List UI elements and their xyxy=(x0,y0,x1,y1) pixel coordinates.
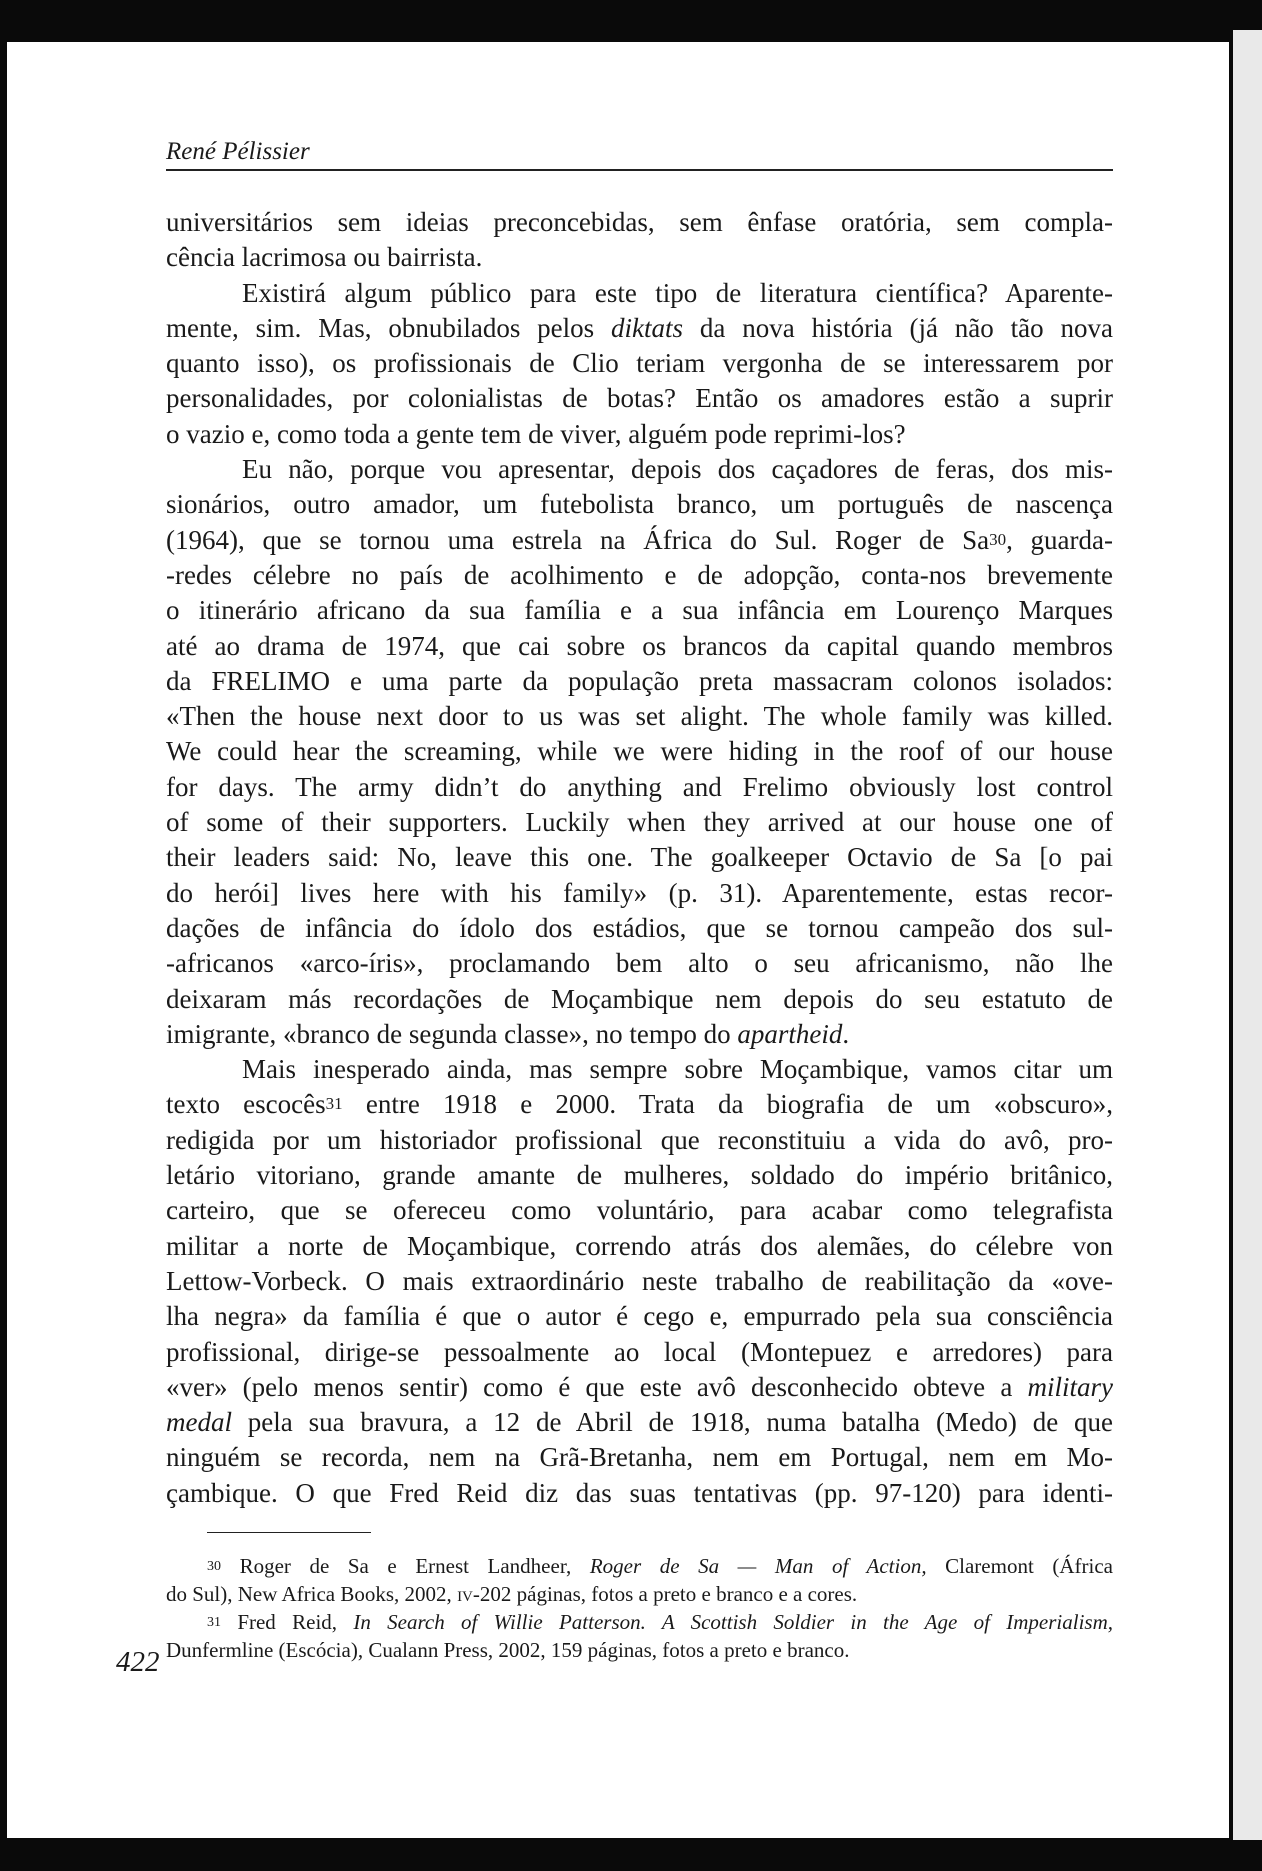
footnote-separator xyxy=(207,1532,371,1533)
text-line: o itinerário africano da sua família e a sua infância em Lourenço Marques xyxy=(166,595,1113,626)
text-line: -africanos «arco-íris», proclamando bem alto o seu africanismo, não lhe xyxy=(166,948,1113,979)
running-header xyxy=(166,138,1113,171)
text-line: dações de infância do ídolo dos estádios, que se tornou campeão dos sul- xyxy=(166,912,1113,943)
running-head-author: René Pélissier xyxy=(166,138,310,165)
text-line: o vazio e, como toda a gente tem de viver, alguém pode reprimi-los? xyxy=(166,418,906,449)
footnote-30-line: $^{30}$ Roger de Sa e Ernest Landheer, Roger de Sa — Man of Action, Claremont (África xyxy=(207,1554,1113,1578)
footnote-31-line: $^{31}$ Fred Reid, In Search of Willie Patterson. A Scottish Soldier in the Age of Imperialism, xyxy=(207,1610,1113,1634)
text-line: ninguém se recorda, nem na Grã-Bretanha, nem em Portugal, nem em Mo- xyxy=(166,1442,1113,1473)
text-line: Lettow-Vorbeck. O mais extraordinário neste trabalho de reabilitação da «ove- xyxy=(166,1265,1113,1296)
text-line: We could hear the screaming, while we were hiding in the roof of our house xyxy=(166,736,1113,767)
text-line: -redes célebre no país de acolhimento e de adopção, conta-nos brevemente xyxy=(166,559,1113,590)
text-line: Mais inesperado ainda, mas sempre sobre Moçambique, vamos citar um xyxy=(242,1054,1113,1085)
text-line: çambique. O que Fred Reid diz das suas tentativas (pp. 97-120) para identi- xyxy=(166,1477,1113,1508)
text-line: da FRELIMO e uma parte da população preta massacram colonos isolados: xyxy=(166,665,1113,696)
italic-term: military xyxy=(1027,1371,1113,1402)
text-line: do herói] lives here with his family» (p. 31). Aparentemente, estas recor- xyxy=(166,877,1113,908)
text-line: imigrante, «branco de segunda classe», no tempo do apartheid. xyxy=(166,1018,850,1049)
text-line: redigida por um historiador profissional que reconstituiu a vida do avô, pro- xyxy=(166,1124,1113,1155)
text-line: their leaders said: No, leave this one. The goalkeeper Octavio de Sa [o pai xyxy=(166,842,1113,873)
footnote-ref-31: 31 xyxy=(325,1094,343,1114)
footnote-31-line: Dunfermline (Escócia), Cualann Press, 2002, 159 páginas, fotos a preto e branco. xyxy=(166,1638,850,1662)
page-edge xyxy=(1233,30,1262,1840)
text-line: quanto isso), os profissionais de Clio teriam vergonha de se interessarem por xyxy=(166,348,1113,379)
text-line: sionários, outro amador, um futebolista branco, um português de nascença xyxy=(166,489,1113,520)
footnote-ref-30: 30 xyxy=(989,529,1007,549)
text-line: até ao drama de 1974, que cai sobre os brancos da capital quando membros xyxy=(166,630,1113,661)
text-line: profissional, dirige-se pessoalmente ao local (Montepuez e arredores) para xyxy=(166,1336,1113,1367)
page-number: 422 xyxy=(116,1646,160,1678)
text-line: «ver» (pelo menos sentir) como é que este avô desconhecido obteve a military xyxy=(166,1371,1113,1402)
footnotes xyxy=(166,1552,1113,1664)
italic-term: medal xyxy=(166,1407,232,1438)
footnote-30-line: do Sul), New Africa Books, 2002, iv-202 páginas, fotos a preto e branco e a cores. xyxy=(166,1582,858,1606)
text-line: personalidades, por colonialistas de botas? Então os amadores estão a suprir xyxy=(166,383,1113,414)
text-line: medal pela sua bravura, a 12 de Abril de 1918, numa batalha (Medo) de que xyxy=(166,1407,1113,1438)
text-line: lha negra» da família é que o autor é cego e, empurrado pela sua consciência xyxy=(166,1301,1113,1332)
body-text xyxy=(166,205,1113,1511)
text-line: for days. The army didn’t do anything and Frelimo obviously lost control xyxy=(166,771,1113,802)
text-line: letário vitoriano, grande amante de mulheres, soldado do império britânico, xyxy=(166,1160,1113,1191)
text-line: Existirá algum público para este tipo de literatura científica? Aparente- xyxy=(242,277,1113,308)
text-line: texto escocês$^{31}$ entre 1918 e 2000. Trata da biografia de um «obscuro», xyxy=(166,1089,1113,1120)
text-line: cência lacrimosa ou bairrista. xyxy=(166,242,483,273)
text-line: deixaram más recordações de Moçambique nem depois do seu estatuto de xyxy=(166,983,1113,1014)
italic-term: diktats xyxy=(611,312,684,343)
text-line: universitários sem ideias preconcebidas, sem ênfase oratória, sem compla- xyxy=(166,207,1113,237)
italic-term: apartheid xyxy=(737,1018,843,1049)
text-line: mente, sim. Mas, obnubilados pelos diktats da nova história (já não tão nova xyxy=(166,312,1113,343)
text-line: «Then the house next door to us was set alight. The whole family was killed. xyxy=(166,701,1113,732)
text-line: (1964), que se tornou uma estrela na África do Sul. Roger de Sa$^{30}$, guarda- xyxy=(166,524,1114,555)
text-line: Eu não, porque vou apresentar, depois dos caçadores de feras, dos mis- xyxy=(242,454,1113,485)
text-line: carteiro, que se ofereceu como voluntário, para acabar como telegrafista xyxy=(166,1195,1113,1226)
text-line: of some of their supporters. Luckily when they arrived at our house one of xyxy=(166,807,1113,838)
text-line: militar a norte de Moçambique, correndo atrás dos alemães, do célebre von xyxy=(166,1230,1113,1261)
